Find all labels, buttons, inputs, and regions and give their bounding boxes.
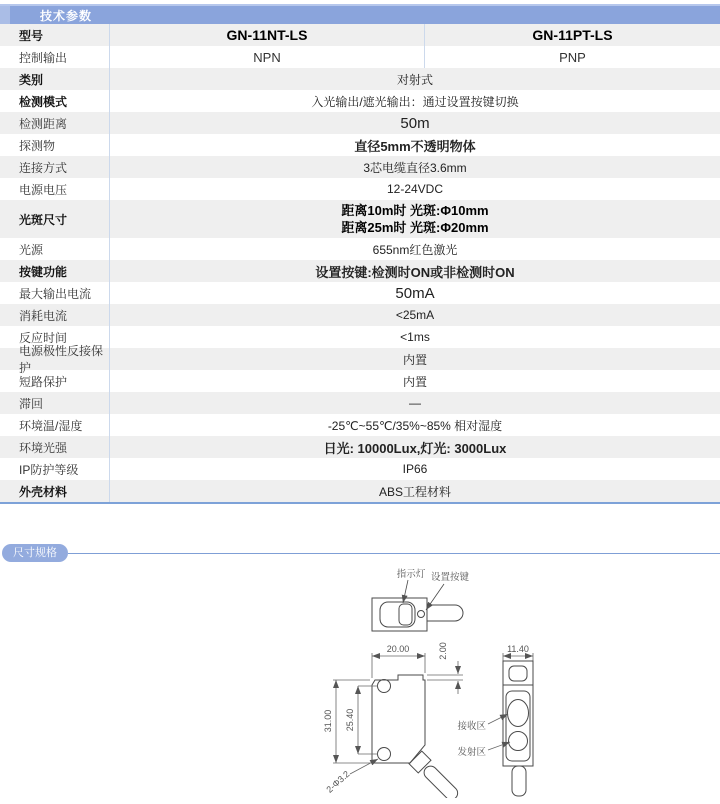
spec-label: 光斑尺寸 [0, 200, 110, 238]
spec-row [0, 156, 720, 178]
dim-hole-spacing-text: 25.40 [345, 708, 355, 732]
spec-label: 检测距离 [0, 112, 110, 134]
dim-tab-height-text: 2.00 [438, 642, 448, 660]
spec-row [0, 344, 720, 375]
mount-hole-bottom [378, 748, 391, 761]
side-view [323, 642, 463, 798]
spec-value: 50m [400, 114, 430, 132]
indicator-light-shape [399, 604, 412, 625]
spec-label: 外壳材料 [0, 480, 110, 502]
spec-label: 环境光强 [0, 436, 110, 458]
spec-label: 型号 [0, 24, 110, 46]
spec-value: IP66 [402, 462, 428, 476]
spec-label: 短路保护 [0, 370, 110, 392]
dimension-title-pill: 尺寸规格 [2, 544, 68, 562]
spec-table [0, 24, 720, 504]
dim-front-width-text: 11.40 [507, 644, 529, 654]
spec-value: 655nm红色激光 [372, 242, 458, 257]
spec-label: 电源电压 [0, 178, 110, 200]
spec-value-model-1: GN-11NT-LS [110, 24, 425, 46]
spec-row-output [0, 46, 720, 68]
dim-body-width-text: 20.00 [386, 644, 410, 654]
spec-row [0, 414, 720, 436]
spot-size-line-2: 距离25m时 光斑:Φ20mm [341, 220, 489, 235]
front-view-cable [512, 766, 526, 796]
side-view-body [372, 675, 425, 763]
dim-hole-spacing [345, 686, 378, 754]
set-button-label: 设置按键 [430, 572, 470, 583]
spec-row [0, 112, 720, 134]
spec-label: 控制输出 [0, 46, 110, 68]
top-view-side-tab [427, 605, 463, 621]
emitter-leader-line [488, 742, 510, 750]
indicator-light-label: 指示灯 [396, 569, 426, 580]
set-button-shape [418, 611, 425, 618]
receiver-lens [508, 700, 529, 727]
spec-label: 探测物 [0, 134, 110, 156]
holes-note [324, 759, 378, 795]
spec-row [0, 68, 720, 90]
dimension-drawing [0, 560, 720, 798]
spec-label: 最大输出电流 [0, 282, 110, 304]
spec-value: 内置 [402, 374, 427, 389]
spec-label: 滞回 [0, 392, 110, 414]
spec-row [0, 90, 720, 112]
spec-value-pnp: PNP [559, 49, 586, 65]
receiver-label: 接收区 [457, 721, 486, 732]
spec-label: 按键功能 [0, 260, 110, 282]
spec-value: 入光输出/遮光输出：通过设置按键切换 [311, 94, 519, 109]
spec-row [0, 370, 720, 392]
spec-value: 12-24VDC [386, 182, 444, 196]
spec-row [0, 134, 720, 156]
spec-label: 类别 [0, 68, 110, 90]
mount-hole-top [378, 680, 391, 693]
section-rule [68, 553, 720, 554]
top-view-lens-window [380, 602, 415, 627]
spec-value-npn: NPN [110, 46, 425, 68]
spec-value: — [409, 396, 421, 410]
spec-value: 日光: 10000Lux,灯光: 3000Lux [323, 440, 507, 456]
emitter-lens [509, 732, 528, 751]
spec-value [110, 200, 720, 238]
top-view [372, 568, 469, 631]
datasheet-page [0, 4, 720, 798]
spec-label: 检测模式 [0, 90, 110, 112]
spec-row [0, 458, 720, 480]
front-view-top-tab [509, 666, 527, 681]
spec-value: ABS工程材料 [378, 484, 451, 499]
spec-label: 反应时间 [0, 326, 110, 348]
dim-body-width [372, 644, 425, 678]
button-leader-line [426, 584, 444, 610]
spec-row [0, 304, 720, 326]
spec-row-spot-size [0, 200, 720, 238]
spec-label: 消耗电流 [0, 304, 110, 326]
spec-label: 电源极性反接保护 [0, 348, 110, 370]
indicator-leader-line [403, 580, 408, 603]
spec-label: 连接方式 [0, 156, 110, 178]
spec-row [0, 238, 720, 260]
spec-row-model [0, 24, 720, 46]
spec-value-model-2: GN-11PT-LS [532, 27, 613, 43]
tech-params-title: 技术参数 [40, 8, 93, 23]
spec-value: 内置 [402, 352, 427, 367]
tech-params-header [0, 4, 720, 24]
spec-value: 对射式 [396, 72, 433, 87]
spec-value: 直径5mm不透明物体 [354, 138, 476, 154]
spec-row [0, 480, 720, 502]
side-view-cable [409, 751, 462, 798]
emitter-label: 发射区 [457, 747, 486, 758]
spec-value: 3芯电缆直径3.6mm [363, 160, 467, 175]
dim-front-width [503, 644, 533, 662]
spec-label: IP防护等级 [0, 458, 110, 480]
receiver-leader-line [488, 714, 508, 724]
dim-body-height-text: 31.00 [323, 709, 333, 733]
spec-value: <25mA [395, 308, 435, 322]
holes-note-text: 2-Φ3.2 [324, 768, 352, 795]
spec-label: 环境温/湿度 [0, 414, 110, 436]
spec-value: -25℃~55℃/35%~85% 相对湿度 [327, 418, 503, 433]
spec-row [0, 392, 720, 414]
spec-row [0, 282, 720, 304]
spec-label: 光源 [0, 238, 110, 260]
spec-row [0, 178, 720, 200]
spec-value: 50mA [395, 284, 435, 302]
spec-value: <1ms [400, 330, 430, 344]
spec-row [0, 260, 720, 282]
front-view [457, 644, 533, 796]
spot-size-line-1: 距离10m时 光斑:Φ10mm [341, 203, 489, 218]
dim-tab-height [427, 642, 463, 694]
spec-row [0, 436, 720, 458]
spec-value: 设置按键:检测时ON或非检测时ON [315, 264, 515, 280]
